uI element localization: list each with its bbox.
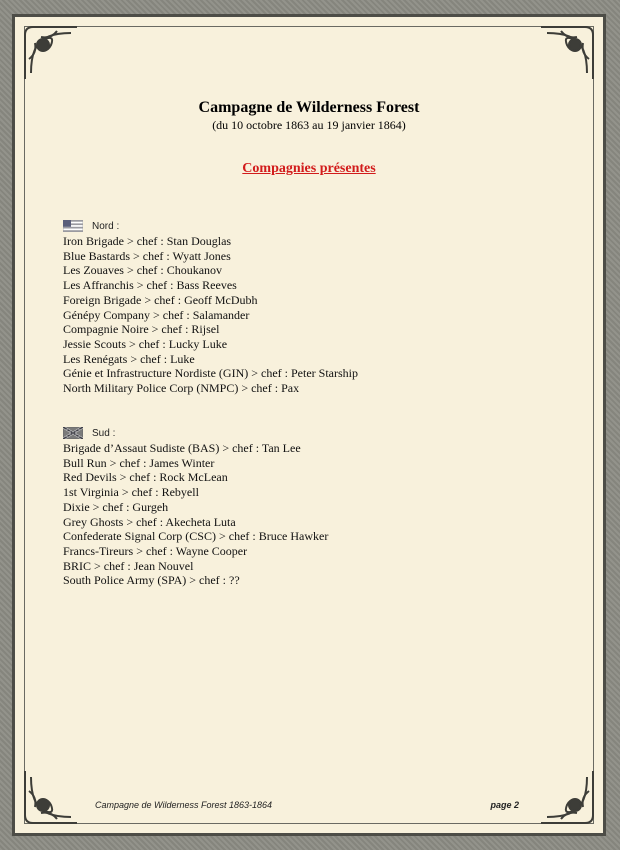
unit-entry: BRIC > chef : Jean Nouvel — [63, 558, 194, 573]
unit-entry: Iron Brigade > chef : Stan Douglas — [63, 234, 232, 248]
unit-entry: Dixie > chef : Gurgeh — [63, 499, 169, 514]
unit-entry: Brigade d’Assaut Sudiste (BAS) > chef : Tan Lee — [63, 441, 301, 455]
unit-entry: 1st Virginia > chef : Rebyell — [63, 485, 199, 500]
unit-entry: Génie et Infrastructure Nordiste (GIN) > chef : Peter Starship — [63, 366, 358, 381]
group-label-sud: Sud : — [92, 427, 116, 439]
unit-list-nord — [63, 234, 583, 396]
corner-ornament-icon — [21, 23, 81, 83]
document-page — [12, 14, 606, 836]
unit-entry: Jessie Scouts > chef : Lucky Luke — [63, 336, 228, 351]
group-label-nord: Nord : — [92, 220, 120, 232]
page-subtitle: (du 10 octobre 1863 au 19 janvier 1864) — [212, 118, 406, 132]
group-sud — [63, 425, 583, 588]
group-nord — [63, 218, 583, 396]
corner-ornament-icon — [21, 767, 81, 827]
group-header-nord — [63, 218, 583, 234]
unit-entry: Grey Ghosts > chef : Akecheta Luta — [63, 514, 236, 529]
unit-entry: Les Affranchis > chef : Bass Reeves — [63, 278, 237, 293]
unit-entry: North Military Police Corp (NMPC) > chef : Pax — [63, 381, 300, 396]
usa-flag-icon — [63, 220, 83, 232]
page-title: Campagne de Wilderness Forest — [198, 99, 420, 116]
unit-entry: Confederate Signal Corp (CSC) > chef : Bruce Hawker — [63, 529, 329, 544]
unit-entry: Francs-Tireurs > chef : Wayne Cooper — [63, 543, 248, 558]
unit-entry: Foreign Brigade > chef : Geoff McDubh — [63, 292, 258, 307]
unit-entry: Les Renégats > chef : Luke — [63, 351, 195, 366]
group-header-sud — [63, 425, 583, 441]
unit-entry: Compagnie Noire > chef : Rijsel — [63, 322, 220, 337]
footer-title: Campagne de Wilderness Forest 1863-1864 — [95, 800, 273, 810]
confederate-flag-icon — [63, 427, 83, 439]
unit-entry: Les Zouaves > chef : Choukanov — [63, 263, 223, 278]
section-heading: Compagnies présentes — [242, 161, 376, 176]
footer-page-number: page 2 — [490, 800, 519, 810]
unit-entry: Blue Bastards > chef : Wyatt Jones — [63, 248, 231, 263]
unit-entry: Red Devils > chef : Rock McLean — [63, 470, 228, 485]
corner-ornament-icon — [537, 23, 597, 83]
unit-entry: South Police Army (SPA) > chef : ?? — [63, 573, 240, 588]
unit-list-sud — [63, 441, 583, 588]
unit-entry: Génépy Company > chef : Salamander — [63, 307, 250, 322]
unit-entry: Bull Run > chef : James Winter — [63, 455, 215, 470]
corner-ornament-icon — [537, 767, 597, 827]
